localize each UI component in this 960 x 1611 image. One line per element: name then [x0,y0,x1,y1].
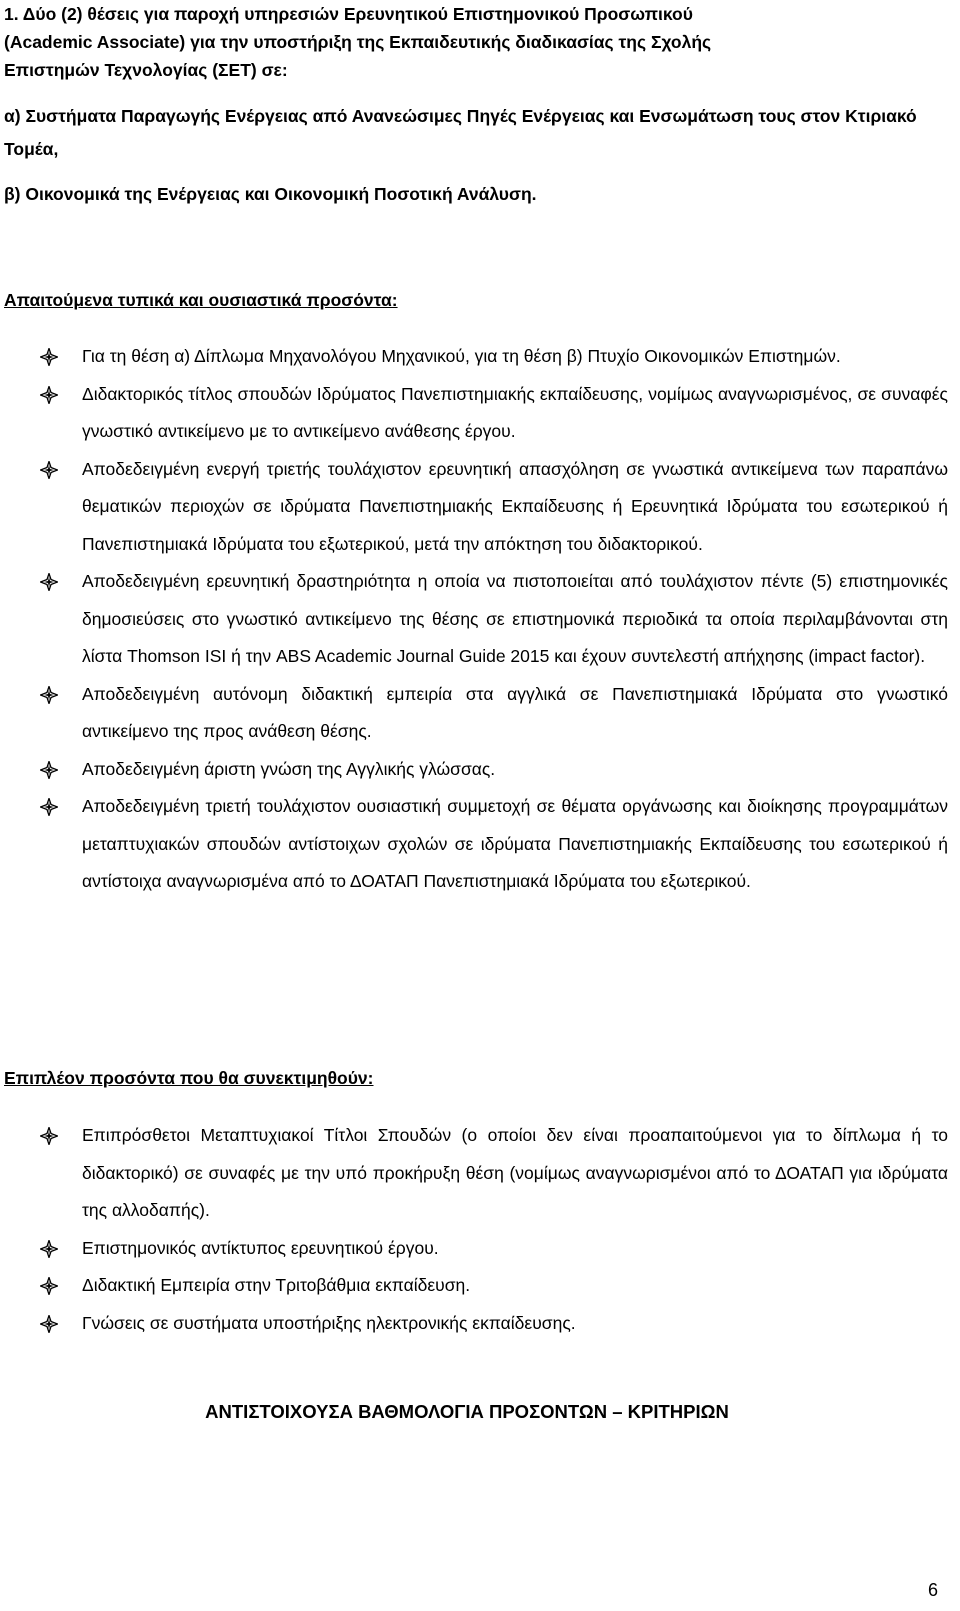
list-item [40,563,948,676]
diamond-bullet-icon [40,1240,58,1258]
list-item [40,1267,948,1305]
list-item-text: Αποδεδειγμένη ενεργή τριετής τουλάχιστον ερευνητική απασχόληση σε γνωστικά αντικείμενα των παραπάνω θεματικών περιοχών σε ιδρύματα Πανεπιστημιακής Εκπαίδευσης ή Ερευνητικά Ιδρύματα του εσωτερικού ή Πανεπιστημιακά Ιδρύματα του εξωτερικού, μετά την απόκτηση του διδακτορικού. [82,458,948,554]
list-item-text: Διδακτική Εμπειρία στην Τριτοβάθμια εκπαίδευση. [82,1275,471,1295]
list-item-text: Αποδεδειγμένη ερευνητική δραστηριότητα η οποία να πιστοποιείται από τουλάχιστον πέντε (5) επιστημονικές δημοσιεύσεις στο γνωστικό αντικείμενο της θέσης σε επιστημονικά περιοδικά τα οποία περιλαμβάνονται στη λίστα Thomson ISI ή την ABS Academic Journal Guide 2015 και έχουν συντελεστή απήχησης (impact factor). [82,571,948,666]
list-item-text: Αποδεδειγμένη τριετή τουλάχιστον ουσιαστική συμμετοχή σε θέματα οργάνωσης και διοίκησης προγραμμάτων μεταπτυχιακών σπουδών αντίστοιχων σχολών σε ιδρύματα Πανεπιστημιακής Εκπαίδευσης του εσωτερικού ή αντίστοιχα αναγνωρισμένα από το ΔΟΑΤΑΠ Πανεπιστημιακά Ιδρύματα του εξωτερικού. [82,796,948,891]
list-item-text: Διδακτορικός τίτλος σπουδών Ιδρύματος Πανεπιστημιακής εκπαίδευσης, νομίμως αναγνωρισμένος, σε συναφές γνωστικό αντικείμενο με το αντικείμενο ανάθεσης έργου. [82,383,948,441]
heading-line-2: (Academic Associate) για την υποστήριξη της Εκπαιδευτικής διαδικασίας της Σχολής [4,32,712,52]
list-item [40,788,948,901]
list-item [40,1230,948,1268]
diamond-bullet-icon [40,798,58,816]
list-item-text: Για τη θέση α) Δίπλωμα Μηχανολόγου Μηχανικού, για τη θέση β) Πτυχίο Οικονομικών Επιστημών. [82,346,841,366]
list-item-text: Επιπρόσθετοι Μεταπτυχιακοί Τίτλοι Σπουδών (ο οποίοι δεν είναι προαπαιτούμενοι για το δίπλωμα ή το διδακτορικό) σε συναφές με την υπό προκήρυξη θέση (νομίμως αναγνωρισμένοι από το ΔΟΑΤΑΠ για ιδρύματα της αλλοδαπής). [82,1125,948,1220]
list-item-text: Γνώσεις σε συστήματα υποστήριξης ηλεκτρονικής εκπαίδευσης. [82,1312,576,1333]
list-item-text: Αποδεδειγμένη άριστη γνώση της Αγγλικής γλώσσας. [82,758,496,779]
heading-line-1: 1. Δύο (2) θέσεις για παροχή υπηρεσιών Ερευνητικού Επιστημονικού Προσωπικού [4,4,693,24]
position-item-b: β) Οικονομικά της Ενέργειας και Οικονομική Ποσοτική Ανάλυση. [4,184,537,204]
diamond-bullet-icon [40,386,58,404]
position-heading [4,0,952,84]
list-item-text: Επιστημονικός αντίκτυπος ερευνητικού έργου. [82,1237,439,1258]
list-item [40,676,948,751]
heading-line-3: Επιστημών Τεχνολογίας (ΣΕΤ) σε: [4,60,288,80]
list-item [40,751,948,789]
required-qualifications-list [40,338,948,901]
criteria-scoring-heading: ΑΝΤΙΣΤΟΙΧΟΥΣΑ ΒΑΘΜΟΛΟΓΙΑ ΠΡΟΣΟΝΤΩΝ – ΚΡΙΤΗΡΙΩΝ [205,1401,729,1422]
additional-qualifications-title: Επιπλέον προσόντα που θα συνεκτιμηθούν: [4,1068,374,1088]
position-item-a: α) Συστήματα Παραγωγής Ενέργειας από Ανανεώσιμες Πηγές Ενέργειας και Ενσωμάτωση τους στον Κτιριακό Τομέα, [4,106,917,159]
diamond-bullet-icon [40,1315,58,1333]
list-item [40,451,948,564]
diamond-bullet-icon [40,761,58,779]
required-qualifications-title: Απαιτούμενα τυπικά και ουσιαστικά προσόντα: [4,290,398,310]
list-item-text: Αποδεδειγμένη αυτόνομη διδακτική εμπειρία στα αγγλικά σε Πανεπιστημιακά Ιδρύματα στο γνωστικό αντικείμενο της προς ανάθεση θέσης. [82,683,948,741]
list-item [40,376,948,451]
diamond-bullet-icon [40,686,58,704]
list-item [40,338,948,376]
list-item [40,1305,948,1343]
diamond-bullet-icon [40,1277,58,1295]
list-item [40,1117,948,1230]
diamond-bullet-icon [40,1127,58,1145]
diamond-bullet-icon [40,461,58,479]
additional-qualifications-list [40,1117,948,1342]
diamond-bullet-icon [40,348,58,366]
page-number: 6 [927,1580,938,1600]
diamond-bullet-icon [40,573,58,591]
